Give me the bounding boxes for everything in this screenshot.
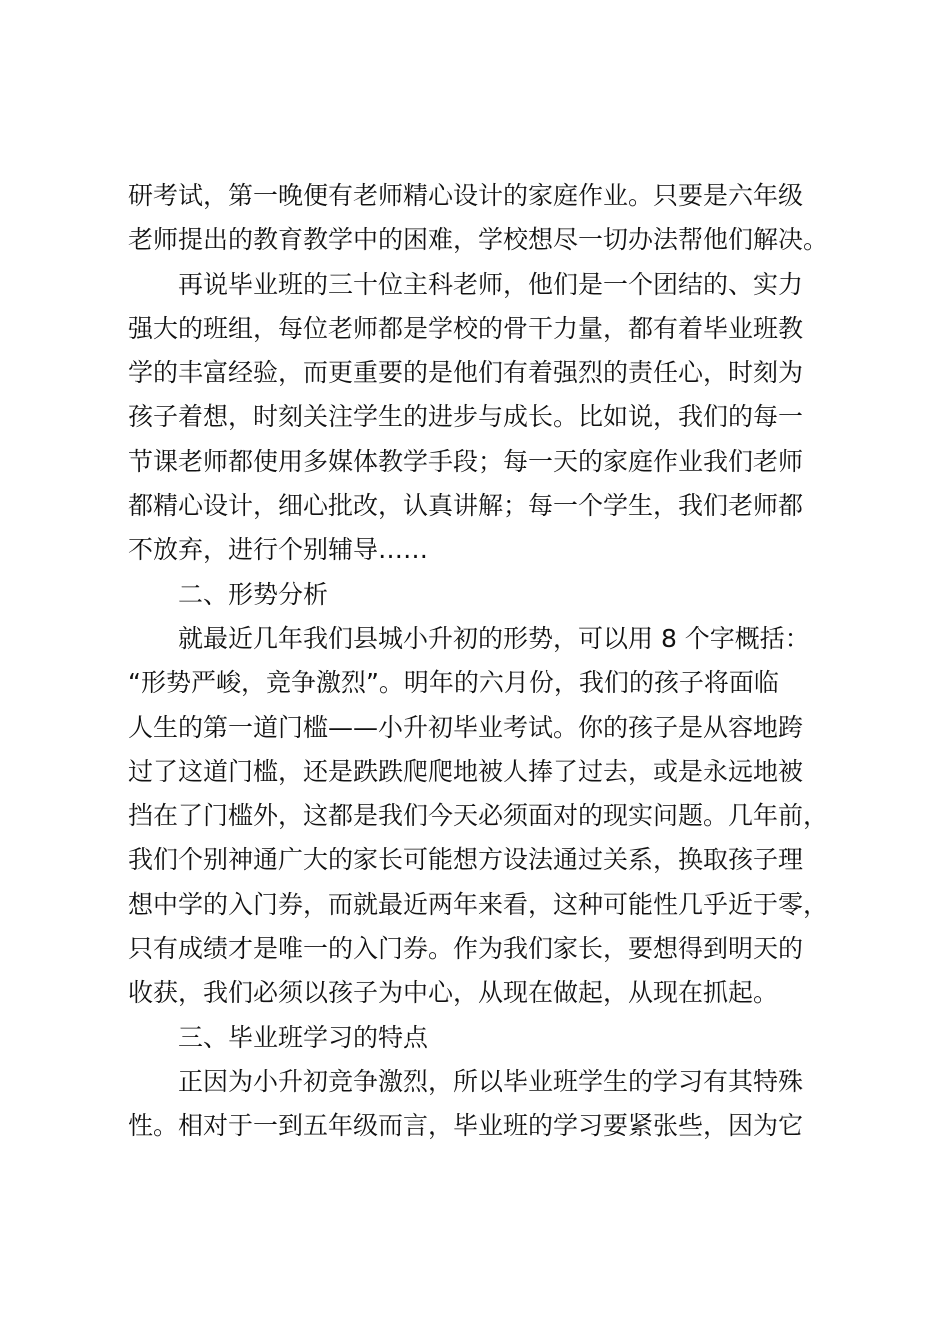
text-line: 都精心设计，细心批改，认真讲解；每一个学生，我们老师都 <box>128 491 804 521</box>
section-heading: 二、形势分析 <box>178 579 329 609</box>
text-line: 想中学的入门券，而就最近两年来看，这种可能性几乎近于零， <box>128 889 829 919</box>
text-line: 老师提出的教育教学中的困难，学校想尽一切办法帮他们解决。 <box>128 225 829 255</box>
paragraph-start-line: 正因为小升初竞争激烈，所以毕业班学生的学习有其特殊 <box>178 1066 804 1096</box>
text-line: 挡在了门槛外，这都是我们今天必须面对的现实问题。几年前， <box>128 801 829 831</box>
text-line: 人生的第一道门槛——小升初毕业考试。你的孩子是从容地跨 <box>128 712 804 742</box>
paragraph-start-line: 就最近几年我们县城小升初的形势，可以用 8 个字概括： <box>178 623 810 653</box>
text-line: 研考试，第一晚便有老师精心设计的家庭作业。只要是六年级 <box>128 181 804 210</box>
text-line: 我们个别神通广大的家长可能想方设法通过关系，换取孩子理 <box>128 845 804 875</box>
body-text <box>128 174 832 1149</box>
text-line: 孩子着想，时刻关注学生的进步与成长。比如说，我们的每一 <box>128 402 804 432</box>
text-line: 强大的班组，每位老师都是学校的骨干力量，都有着毕业班教 <box>128 313 804 343</box>
text-line: 节课老师都使用多媒体教学手段；每一天的家庭作业我们老师 <box>128 446 804 476</box>
text-line: 性。相对于一到五年级而言，毕业班的学习要紧张些，因为它 <box>128 1111 804 1141</box>
section-heading: 三、毕业班学习的特点 <box>178 1022 429 1052</box>
text-line: 过了这道门槛，还是跌跌爬爬地被人捧了过去，或是永远地被 <box>128 756 804 786</box>
text-line: 只有成绩才是唯一的入门券。作为我们家长，要想得到明天的 <box>128 934 804 964</box>
text-line: “形势严峻，竞争激烈”。明年的六月份，我们的孩子将面临 <box>128 668 779 698</box>
text-line: 收获，我们必须以孩子为中心，从现在做起，从现在抓起。 <box>128 978 779 1008</box>
text-line: 学的丰富经验，而更重要的是他们有着强烈的责任心，时刻为 <box>128 358 804 388</box>
paragraph-start-line: 再说毕业班的三十位主科老师，他们是一个团结的、实力 <box>178 269 804 299</box>
text-line: 不放弃，进行个别辅导…… <box>128 535 429 565</box>
